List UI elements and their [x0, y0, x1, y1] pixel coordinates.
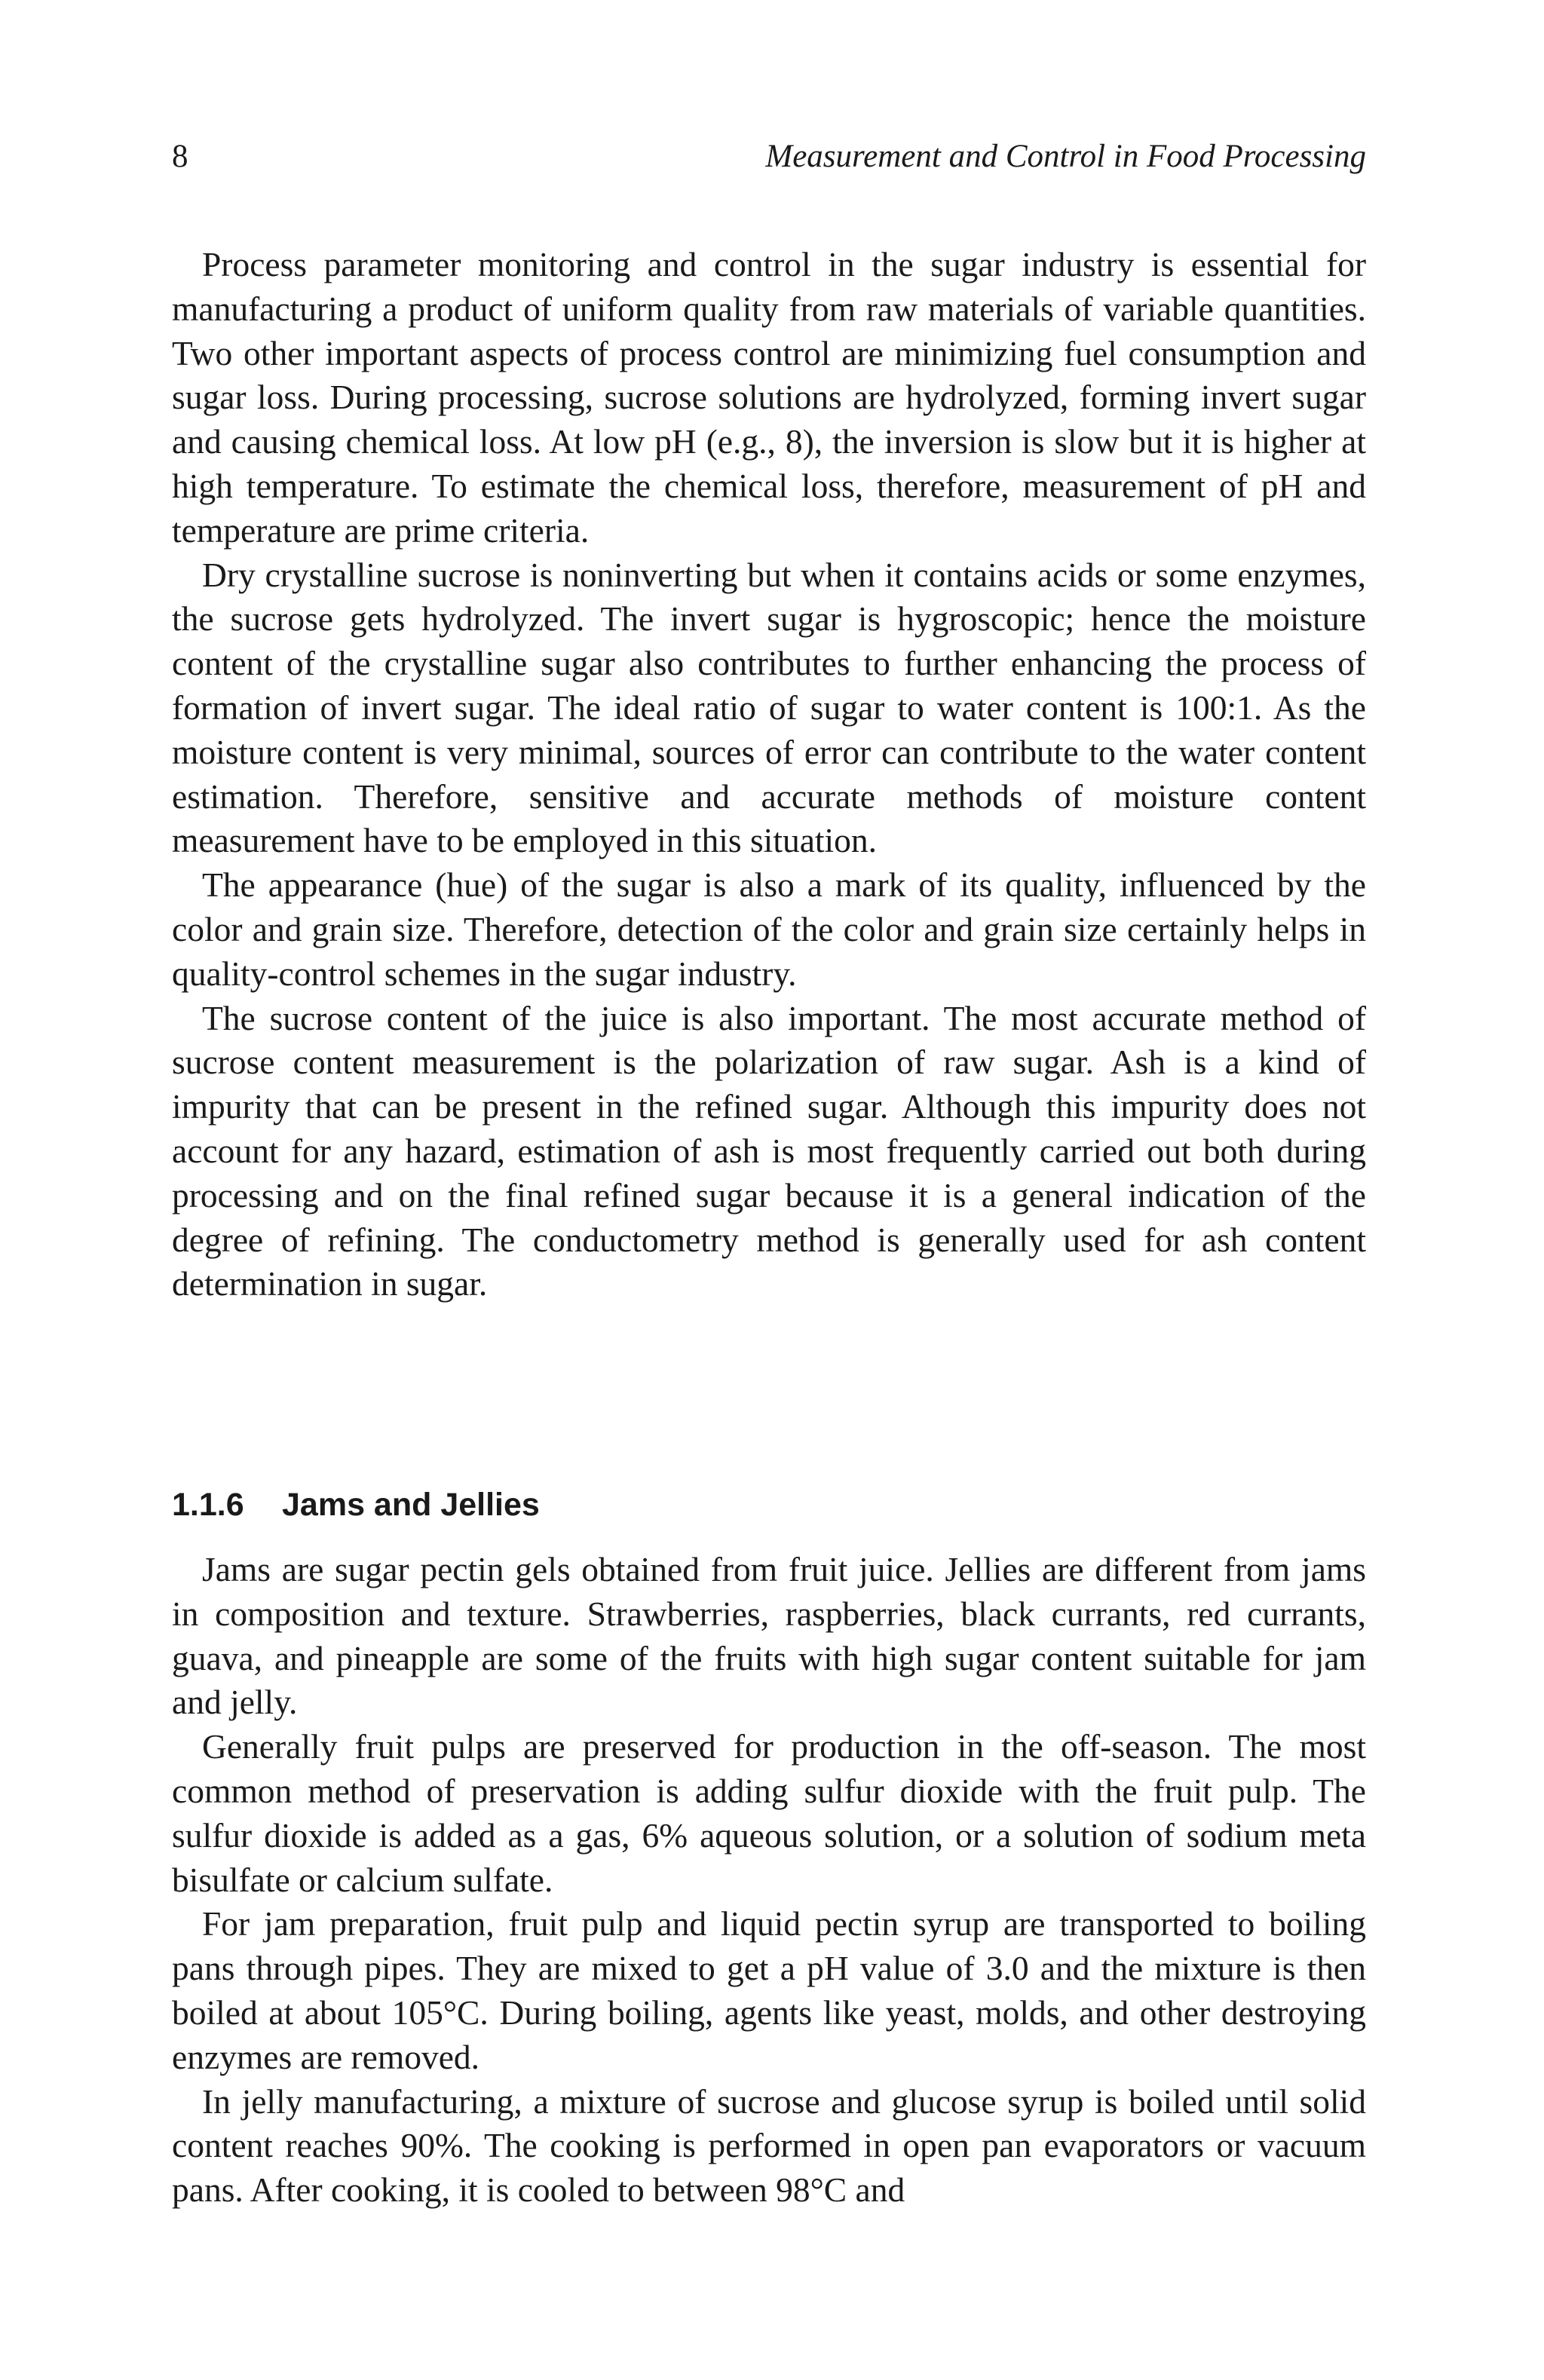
paragraph-sugar-appearance: The appearance (hue) of the sugar is also a mark of its quality, influenced by the color and grain size. Therefore, detection of the color and grain size certainly helps in quality-control schemes in the sugar industry.	[172, 865, 1366, 993]
paragraph-jams-definition: Jams are sugar pectin gels obtained from fruit juice. Jellies are different from jams in composition and texture. Strawberries, raspberries, black currants, red currants, guava, and pineapple are some of the fruits with high sugar content suitable for jam and jelly.	[172, 1550, 1366, 1722]
section-heading	[172, 1482, 540, 1527]
paragraph-sucrose-content: The sucrose content of the juice is also important. The most accurate method of sucrose content measurement is the polarization of raw sugar. Ash is a kind of impurity that can be present in the refined sugar. Although this impurity does not account for any hazard, estimation of ash is most frequently carried out both during processing and on the final refined sugar because it is a general indication of the degree of refining. The conductometry method is generally used for ash content determination in sugar.	[172, 998, 1366, 1303]
paragraph-crystalline-sucrose: Dry crystalline sucrose is noninverting but when it contains acids or some enzymes, the sucrose gets hydrolyzed. The invert sugar is hygroscopic; hence the moisture content of the crystalline sugar also contributes to further enhancing the process of formation of invert sugar. The ideal ratio of sugar to water content is 100:1. As the moisture content is very minimal, sources of error can contribute to the water content estimation. Therefore, sensitive and accurate methods of moisture content measurement have to be employed in this situation.	[172, 555, 1366, 860]
paragraph-process-parameters: Process parameter monitoring and control in the sugar industry is essential for manufacturing a product of uniform quality from raw materials of variable quantities. Two other important aspects of process control are minimizing fuel consumption and sugar loss. During processing, sucrose solutions are hydrolyzed, forming invert sugar and causing chemical loss. At low pH (e.g., 8), the inversion is slow but it is higher at high temperature. To estimate the chemical loss, therefore, measurement of pH and temperature are prime criteria.	[172, 245, 1366, 550]
body-text-sugar	[172, 243, 1366, 1306]
paragraph-jam-preparation: For jam preparation, fruit pulp and liquid pectin syrup are transported to boiling pans through pipes. They are mixed to get a pH value of 3.0 and the mixture is then boiled at about 105°C. During boiling, agents like yeast, molds, and other destroying enzymes are removed.	[172, 1904, 1366, 2076]
page-number: 8	[172, 139, 188, 174]
body-text-jams	[172, 1548, 1366, 2213]
running-head	[172, 134, 1366, 179]
section-title: Jams and Jellies	[282, 1487, 540, 1523]
paragraph-jelly-manufacturing: In jelly manufacturing, a mixture of sucrose and glucose syrup is boiled until solid content reaches 90%. The cooking is performed in open pan evaporators or vacuum pans. After cooking, it is cooled to between 98°C and	[172, 2081, 1366, 2210]
running-title: Measurement and Control in Food Processing	[765, 139, 1366, 174]
section-number: 1.1.6	[172, 1487, 244, 1523]
paragraph-fruit-pulp-preservation: Generally fruit pulps are preserved for production in the off-season. The most common method of preservation is adding sulfur dioxide with the fruit pulp. The sulfur dioxide is added as a gas, 6% aqueous solution, or a solution of sodium meta bisulfate or calcium sulfate.	[172, 1727, 1366, 1899]
